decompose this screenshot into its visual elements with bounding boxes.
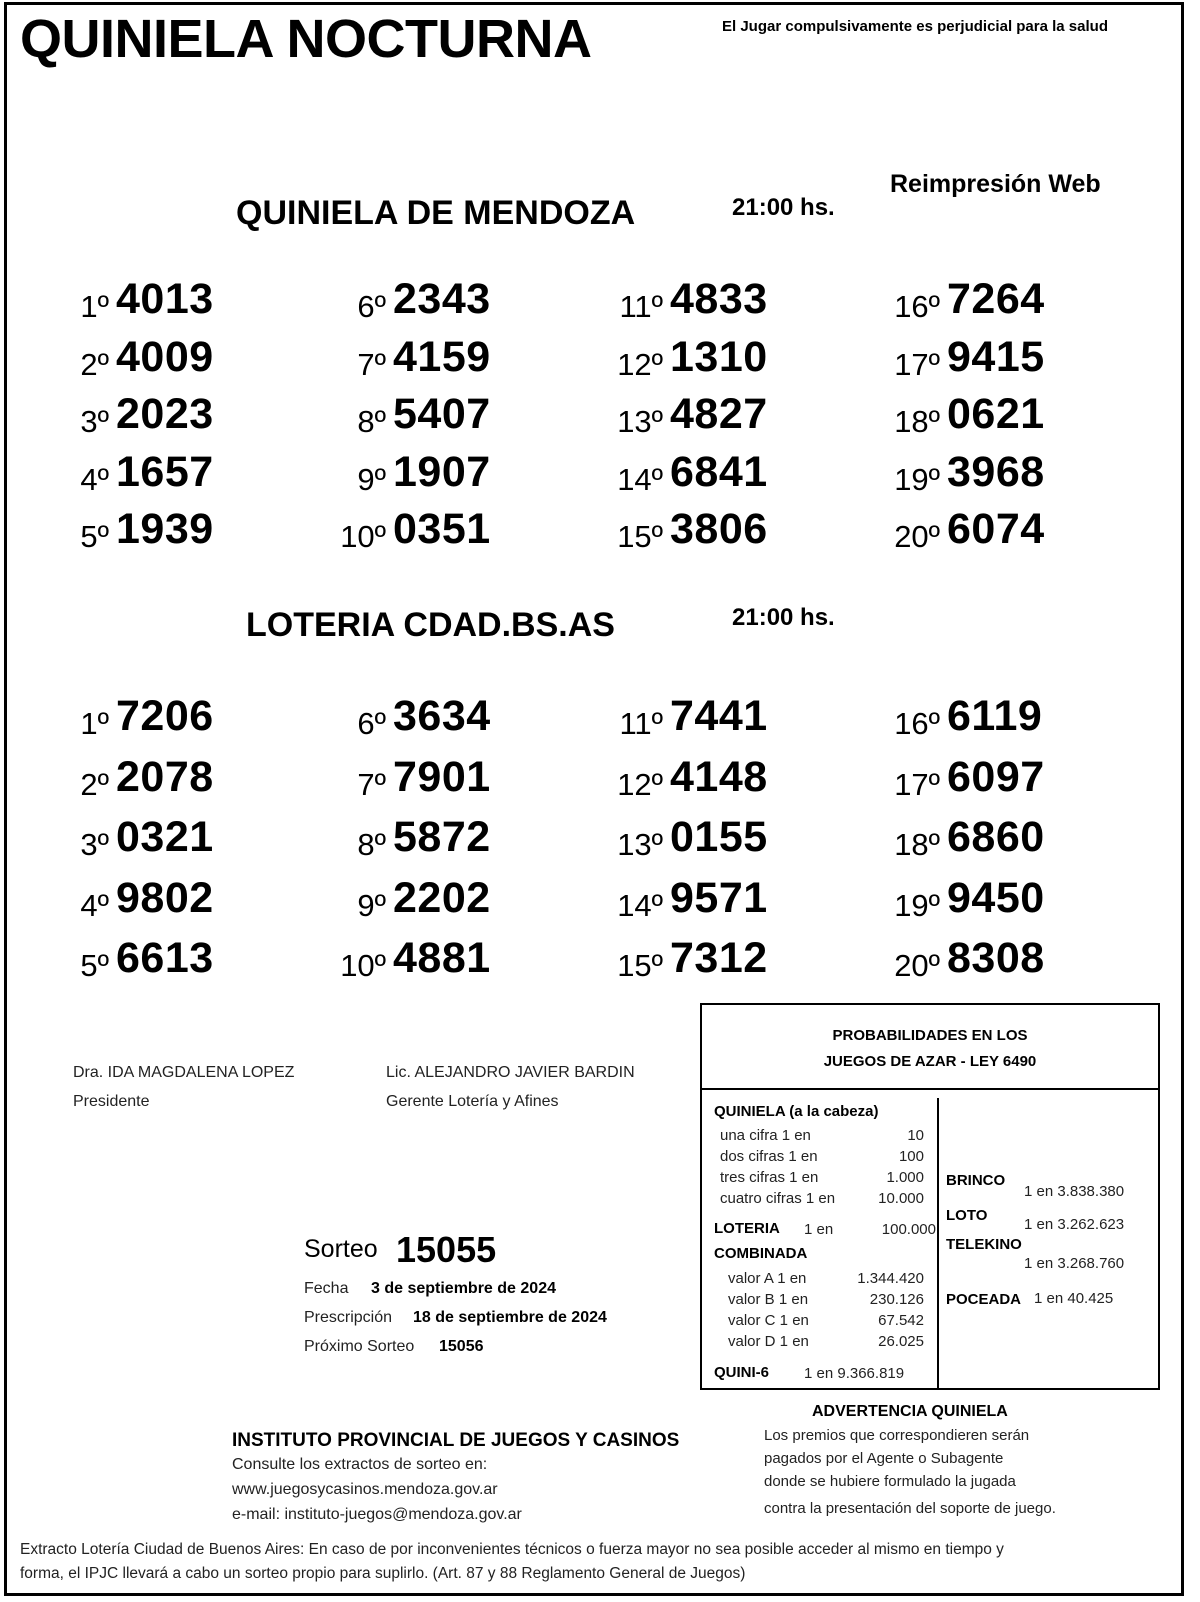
result-position: 14º [617, 461, 663, 497]
advertencia-line-2: pagados por el Agente o Subagente [764, 1450, 1004, 1467]
ba-time: 21:00 hs. [732, 604, 835, 631]
signature-left-role: Presidente [73, 1093, 150, 1110]
result-cell [560, 753, 820, 809]
advertencia-line-1: Los premios que correspondieren serán [764, 1427, 1030, 1444]
result-position: 6º [357, 289, 386, 324]
odds-row-value: 67.542 [878, 1312, 924, 1329]
result-position: 5º [80, 519, 109, 554]
brinco-value: 1 en 3.838.380 [1024, 1183, 1125, 1200]
result-position: 10º [340, 948, 386, 983]
telekino-value: 1 en 3.268.760 [1024, 1255, 1125, 1272]
result-cell [283, 753, 543, 809]
result-number: 4148 [670, 752, 768, 801]
page-title: QUINIELA NOCTURNA [20, 9, 592, 69]
result-number: 2202 [393, 873, 491, 922]
odds-row-value: 100 [898, 1148, 924, 1165]
result-position: 2º [80, 346, 109, 382]
result-number: 3968 [947, 447, 1045, 496]
result-cell [283, 275, 543, 331]
result-number: 5407 [393, 390, 491, 438]
loteria-odds-text: 1 en [804, 1221, 834, 1238]
result-position: 15º [617, 519, 663, 554]
probabilities-box [700, 1003, 1160, 1390]
result-cell [837, 448, 1097, 504]
result-position: 6º [357, 706, 386, 741]
result-number: 9450 [947, 873, 1045, 922]
result-cell [560, 448, 820, 504]
result-position: 11º [619, 706, 663, 741]
result-cell [560, 390, 820, 446]
result-position: 15º [617, 948, 663, 983]
result-position: 7º [357, 346, 386, 382]
odds-row-label: cuatro cifras 1 en [720, 1190, 836, 1207]
result-number: 7312 [670, 934, 768, 982]
result-cell [560, 813, 820, 869]
footer-line-1: Extracto Lotería Ciudad de Buenos Aires: En caso de por inconvenientes técnicos o fuerza mayor no sea posible acceder al mismo en tiempo y [20, 1541, 1004, 1558]
result-cell [6, 448, 266, 504]
result-number: 5872 [393, 813, 491, 861]
probabilities-title-1: PROBABILIDADES EN LOS [832, 1027, 1028, 1044]
brinco-label: BRINCO [946, 1172, 1006, 1189]
result-cell [6, 333, 266, 389]
signature-right-name: Lic. ALEJANDRO JAVIER BARDIN [386, 1064, 635, 1081]
result-number: 9571 [670, 873, 768, 922]
result-position: 16º [894, 706, 940, 741]
telekino-label: TELEKINO [946, 1236, 1022, 1253]
result-position: 9º [357, 887, 386, 923]
odds-row-label: dos cifras 1 en [720, 1148, 818, 1165]
odds-row-label: valor C 1 en [728, 1312, 809, 1329]
result-number: 6841 [670, 447, 768, 496]
result-number: 9415 [947, 332, 1045, 381]
sorteo-number: 15055 [396, 1229, 497, 1270]
quiniela-odds-label: QUINIELA (a la cabeza) [714, 1103, 879, 1120]
result-position: 19º [894, 887, 940, 923]
result-number: 4013 [116, 275, 214, 323]
fecha-label: Fecha [304, 1280, 349, 1297]
signature-right-role: Gerente Lotería y Afines [386, 1093, 559, 1110]
result-position: 13º [617, 827, 663, 862]
mendoza-title: QUINIELA DE MENDOZA [236, 194, 636, 232]
result-number: 1657 [116, 447, 214, 496]
result-cell [560, 505, 820, 561]
result-cell [283, 448, 543, 504]
result-number: 6119 [947, 692, 1043, 740]
prescripcion-value: 18 de septiembre de 2024 [413, 1309, 607, 1326]
result-cell [6, 934, 266, 990]
sorteo-label: Sorteo [304, 1235, 378, 1263]
probabilities-title-2: JUEGOS DE AZAR - LEY 6490 [823, 1053, 1037, 1070]
ba-title: LOTERIA CDAD.BS.AS [246, 606, 615, 644]
institute-line-1: Consulte los extractos de sorteo en: [232, 1456, 488, 1473]
result-number: 9802 [116, 873, 214, 922]
result-cell [6, 692, 266, 748]
result-cell [560, 874, 820, 930]
result-position: 7º [357, 766, 386, 802]
odds-row-value: 230.126 [869, 1291, 924, 1308]
result-cell [837, 275, 1097, 331]
reprint-label: Reimpresión Web [890, 170, 1101, 198]
result-cell [6, 753, 266, 809]
result-number: 0621 [947, 390, 1045, 438]
result-position: 18º [894, 827, 940, 862]
result-cell [283, 874, 543, 930]
signature-left-name: Dra. IDA MAGDALENA LOPEZ [73, 1064, 295, 1081]
result-number: 7901 [393, 752, 491, 801]
result-position: 4º [80, 887, 109, 923]
result-position: 3º [80, 404, 109, 439]
result-number: 7441 [670, 692, 768, 740]
result-number: 4827 [670, 390, 768, 438]
result-cell [560, 692, 820, 748]
result-position: 5º [80, 948, 109, 983]
result-number: 1310 [670, 332, 768, 381]
loto-label: LOTO [946, 1207, 988, 1224]
result-position: 9º [357, 461, 386, 497]
poceada-value: 1 en 40.425 [1034, 1290, 1114, 1307]
result-position: 16º [894, 289, 940, 324]
result-number: 6074 [947, 505, 1045, 553]
result-position: 8º [357, 404, 386, 439]
result-number: 6097 [947, 752, 1045, 801]
result-cell [283, 333, 543, 389]
prescripcion-label: Prescripción [304, 1309, 393, 1326]
result-number: 0351 [393, 505, 491, 553]
odds-row-value: 10.000 [878, 1190, 924, 1207]
result-position: 2º [80, 766, 109, 802]
result-number: 6613 [116, 934, 214, 982]
odds-row-label: tres cifras 1 en [720, 1169, 819, 1186]
result-number: 1907 [393, 447, 491, 496]
health-warning: El Jugar compulsivamente es perjudicial para la salud [722, 18, 1108, 35]
odds-row-label: valor B 1 en [728, 1291, 809, 1308]
result-number: 4009 [116, 332, 214, 381]
result-number: 8308 [947, 934, 1045, 982]
institute-website[interactable]: www.juegosycasinos.mendoza.gov.ar [232, 1481, 498, 1498]
result-cell [6, 505, 266, 561]
result-position: 20º [894, 519, 940, 554]
result-number: 4833 [670, 275, 768, 323]
result-position: 17º [894, 766, 940, 802]
probabilities-divider [937, 1098, 939, 1388]
odds-row-value: 10 [907, 1127, 924, 1144]
result-number: 0155 [670, 813, 768, 861]
result-cell [283, 692, 543, 748]
result-number: 0321 [116, 813, 214, 861]
result-position: 20º [894, 948, 940, 983]
result-cell [6, 874, 266, 930]
result-cell [560, 275, 820, 331]
advertencia-title: ADVERTENCIA QUINIELA [812, 1403, 1008, 1420]
result-cell [837, 934, 1097, 990]
probabilities-header [702, 1005, 1158, 1090]
result-number: 7206 [116, 692, 214, 740]
institute-email[interactable]: e-mail: instituto-juegos@mendoza.gov.ar [232, 1506, 522, 1523]
result-cell [283, 505, 543, 561]
advertencia-line-4: contra la presentación del soporte de juego. [764, 1500, 1056, 1517]
footer-line-2: forma, el IPJC llevará a cabo un sorteo propio para suplirlo. (Art. 87 y 88 Reglamento General de Juegos) [20, 1565, 746, 1582]
result-cell [837, 505, 1097, 561]
result-number: 1939 [116, 505, 214, 553]
result-cell [837, 333, 1097, 389]
result-cell [837, 813, 1097, 869]
loteria-odds-value: 100.000 [881, 1221, 936, 1238]
result-cell [6, 275, 266, 331]
result-position: 18º [894, 404, 940, 439]
result-number: 2343 [393, 275, 491, 323]
result-position: 12º [617, 346, 663, 382]
result-cell [283, 934, 543, 990]
result-number: 4159 [393, 332, 491, 381]
result-number: 2078 [116, 752, 214, 801]
loto-value: 1 en 3.262.623 [1024, 1216, 1125, 1233]
mendoza-time: 21:00 hs. [732, 194, 835, 221]
result-cell [560, 934, 820, 990]
result-number: 3634 [393, 692, 491, 740]
result-number: 6860 [947, 813, 1045, 861]
result-position: 1º [80, 289, 109, 324]
result-position: 4º [80, 461, 109, 497]
result-position: 8º [357, 827, 386, 862]
advertencia-line-3: donde se hubiere formulado la jugada [764, 1473, 1016, 1490]
result-position: 17º [894, 346, 940, 382]
result-position: 14º [617, 887, 663, 923]
quini6-odds-label: QUINI-6 [714, 1364, 770, 1381]
result-cell [6, 390, 266, 446]
odds-row-value: 1.000 [886, 1169, 924, 1186]
result-position: 11º [619, 289, 663, 324]
result-number: 3806 [670, 505, 768, 553]
combinada-odds-label: COMBINADA [714, 1245, 808, 1262]
odds-row-label: valor D 1 en [728, 1333, 809, 1350]
result-position: 13º [617, 404, 663, 439]
result-cell [837, 874, 1097, 930]
result-cell [283, 813, 543, 869]
result-position: 10º [340, 519, 386, 554]
result-cell [837, 692, 1097, 748]
result-position: 1º [80, 706, 109, 741]
odds-row-value: 26.025 [878, 1333, 924, 1350]
result-number: 2023 [116, 390, 214, 438]
proximo-sorteo-value: 15056 [439, 1338, 484, 1355]
result-cell [837, 390, 1097, 446]
odds-row-label: valor A 1 en [728, 1270, 807, 1287]
loteria-odds-label: LOTERIA [714, 1220, 780, 1237]
institute-title: INSTITUTO PROVINCIAL DE JUEGOS Y CASINOS [232, 1430, 680, 1451]
result-position: 19º [894, 461, 940, 497]
result-position: 3º [80, 827, 109, 862]
fecha-value: 3 de septiembre de 2024 [371, 1280, 556, 1297]
result-position: 12º [617, 766, 663, 802]
odds-row-value: 1.344.420 [857, 1270, 924, 1287]
result-cell [837, 753, 1097, 809]
result-cell [6, 813, 266, 869]
odds-row-label: una cifra 1 en [720, 1127, 811, 1144]
result-cell [283, 390, 543, 446]
result-number: 7264 [947, 275, 1045, 323]
quini6-odds-value: 1 en 9.366.819 [804, 1365, 905, 1382]
result-cell [560, 333, 820, 389]
proximo-sorteo-label: Próximo Sorteo [304, 1338, 415, 1355]
poceada-label: POCEADA [946, 1291, 1022, 1308]
result-number: 4881 [393, 934, 491, 982]
